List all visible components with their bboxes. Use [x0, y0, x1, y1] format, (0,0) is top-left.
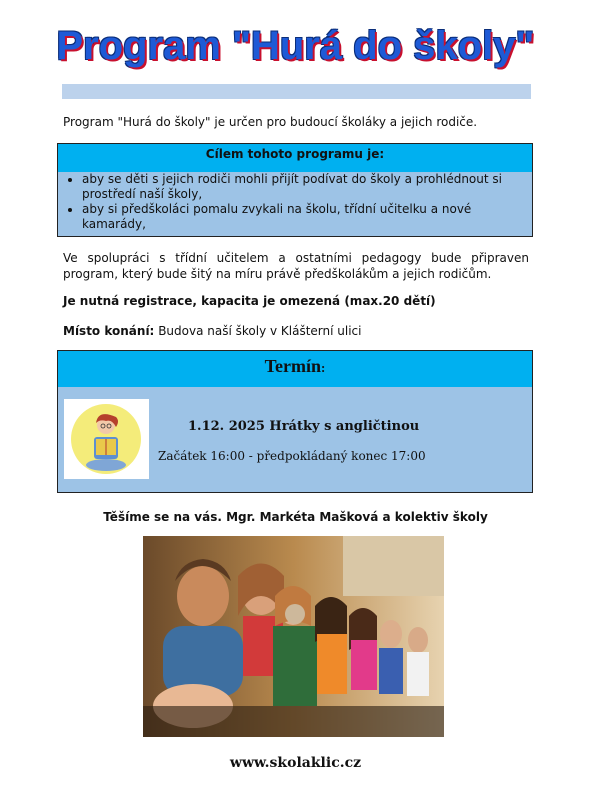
registration-note: Je nutná registrace, kapacita je omezená (max.20 dětí) — [63, 294, 436, 308]
goals-heading: Cílem tohoto programu je: — [58, 144, 532, 172]
event-time: Začátek 16:00 - předpokládaný konec 17:00 — [158, 449, 426, 463]
venue-label: Místo konání: — [63, 324, 155, 338]
goals-list — [58, 172, 532, 232]
goals-box — [57, 143, 533, 237]
website-link[interactable]: www.skolaklic.cz — [229, 755, 362, 771]
page-title: Program "Hurá do školy" — [56, 24, 535, 68]
term-heading — [58, 351, 532, 387]
venue-value: Budova naší školy v Klášterní ulici — [158, 324, 362, 338]
children-photo — [143, 536, 444, 737]
goal-item: • aby se děti s jejich rodiči mohli přijít podívat do školy a prohlédnout si prostředí naší školy, — [82, 172, 532, 202]
event-title: 1.12. 2025 Hrátky s angličtinou — [188, 419, 420, 434]
intro-text: Program "Hurá do školy" je určen pro budoucí školáky a jejich rodiče. — [63, 115, 478, 129]
term-heading-text: Termín — [264, 356, 321, 376]
venue-line — [63, 324, 361, 338]
title-underline-bar — [62, 84, 531, 99]
cooperation-paragraph: Ve spolupráci s třídní učitelem a ostatními pedagogy bude připraven program, který bude šitý na míru právě předškolákům a jejich rodičům. — [63, 251, 529, 281]
closing-text: Těšíme se na vás. Mgr. Markéta Mašková a kolektiv školy — [103, 510, 488, 524]
goal-item: • aby si předškoláci pomalu zvykali na školu, třídní učitelku a nové kamarády, — [82, 202, 532, 232]
term-box — [57, 350, 533, 493]
reading-child-icon — [64, 399, 149, 479]
term-heading-colon: : — [321, 360, 326, 375]
